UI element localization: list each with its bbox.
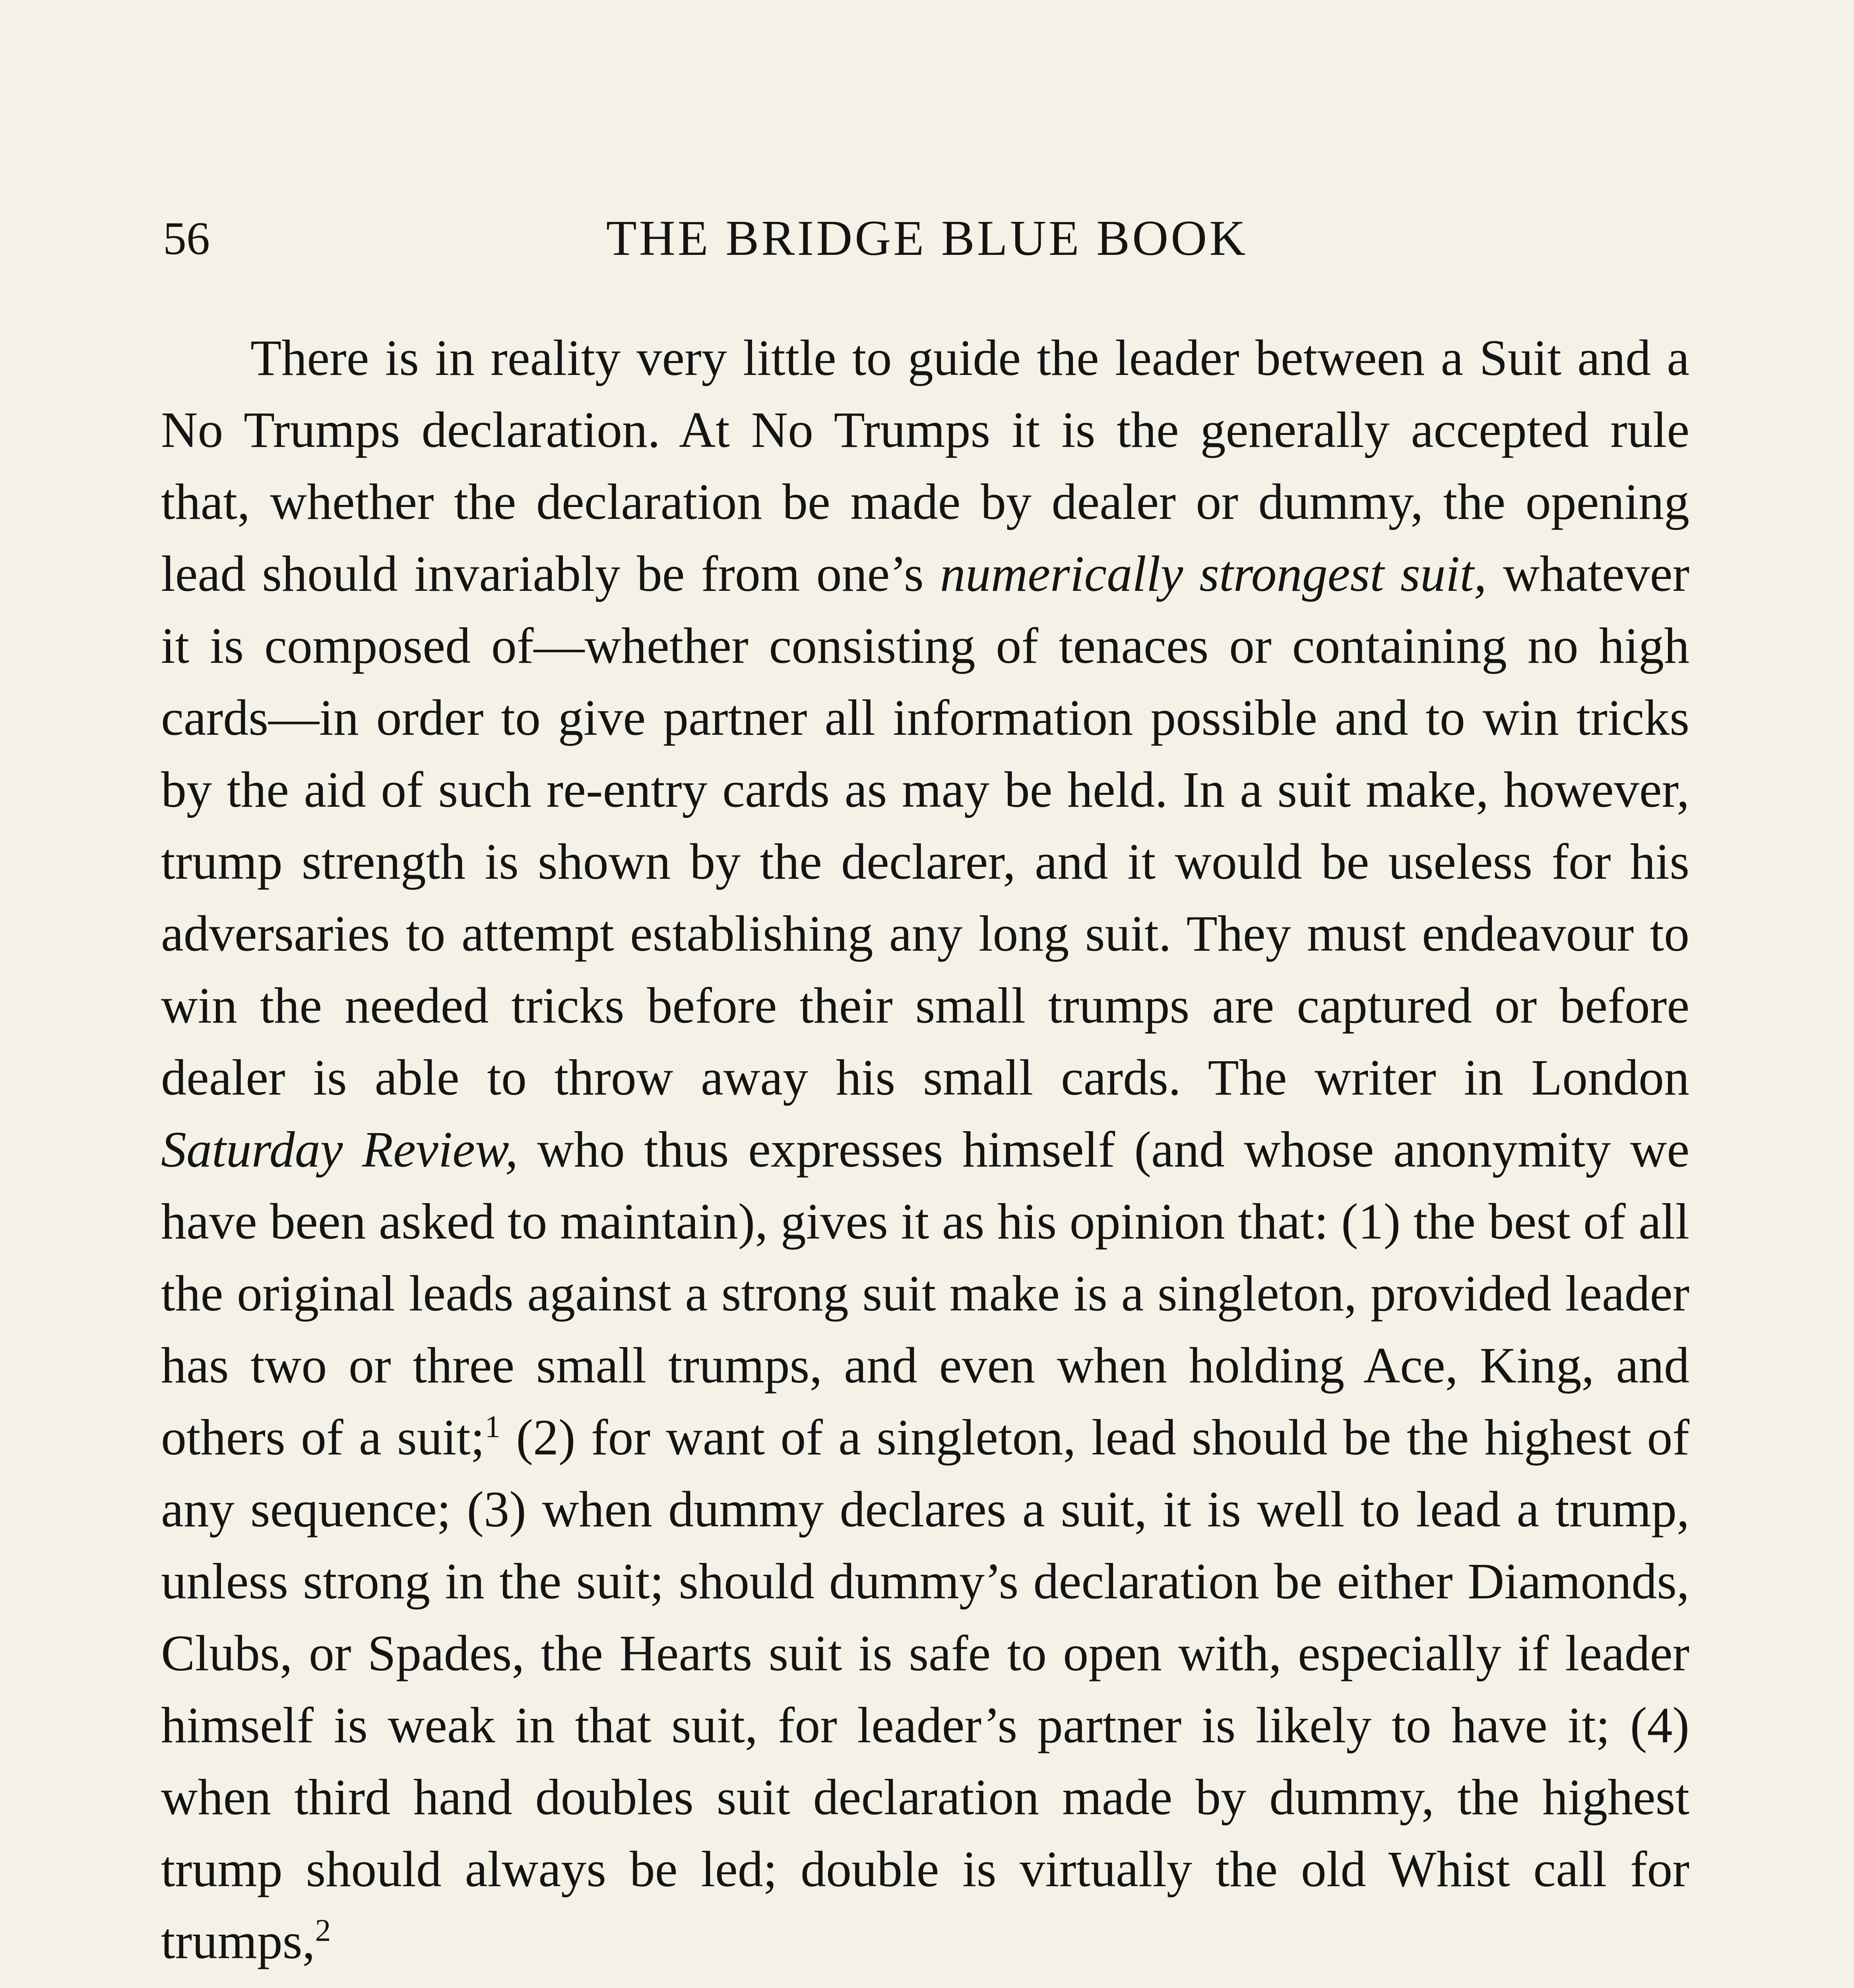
footnote-ref-1: 1 — [485, 1409, 501, 1444]
emphasis-saturday-review: Saturday Review, — [161, 1121, 518, 1178]
running-head — [163, 207, 1691, 270]
emphasis-numerically-strongest-suit: numerically strongest suit, — [940, 546, 1487, 602]
body-text-run: who thus expresses himself (and whose anonymity we have been asked to maintain), gives it as his opinion that: (1) the best of all the original leads against a strong suit make is a singleton, provided leader has two or three small trumps, and even when holding Ace, King, and others of a suit; — [161, 1121, 1690, 1466]
body-text-run: whatever it is composed of—whether consisting of tenaces or containing no high cards—in order to give partner all information possible and to win tricks by the aid of such re-entry cards as may be held. In a suit make, however, trump strength is shown by the declarer, and it would be useless for his adversaries to attempt establishing any long suit. They must endeavour to win the needed tricks before their small trumps are captured or before dealer is able to throw away his small cards. The writer in London — [161, 546, 1690, 1106]
running-title: THE BRIDGE BLUE BOOK — [606, 211, 1248, 266]
body-paragraph — [161, 322, 1689, 1977]
body-text-run: (2) for want of a singleton, lead should be the highest of any sequence; (3) when dummy declares a suit, it is well to lead a trump, unless strong in the suit; should dummy’s declaration be either Diamonds, Clubs, or Spades, the Hearts suit is safe to open with, especially if leader himself is weak in that suit, for leader’s partner is likely to have it; (4) when third hand doubles suit declaration made by dummy, the highest trump should always be led; double is virtually the old Whist call for trumps, — [161, 1409, 1690, 1969]
footnote-ref-2: 2 — [315, 1913, 331, 1948]
body-text-run: There is in reality very little to guide the leader between a Suit and a No Trumps declaration. At No Trumps it is the generally accepted rule that, whether the declaration be made by dealer or dummy, the opening lead should invariably be from one’s — [161, 330, 1689, 602]
page-number: 56 — [163, 212, 210, 264]
